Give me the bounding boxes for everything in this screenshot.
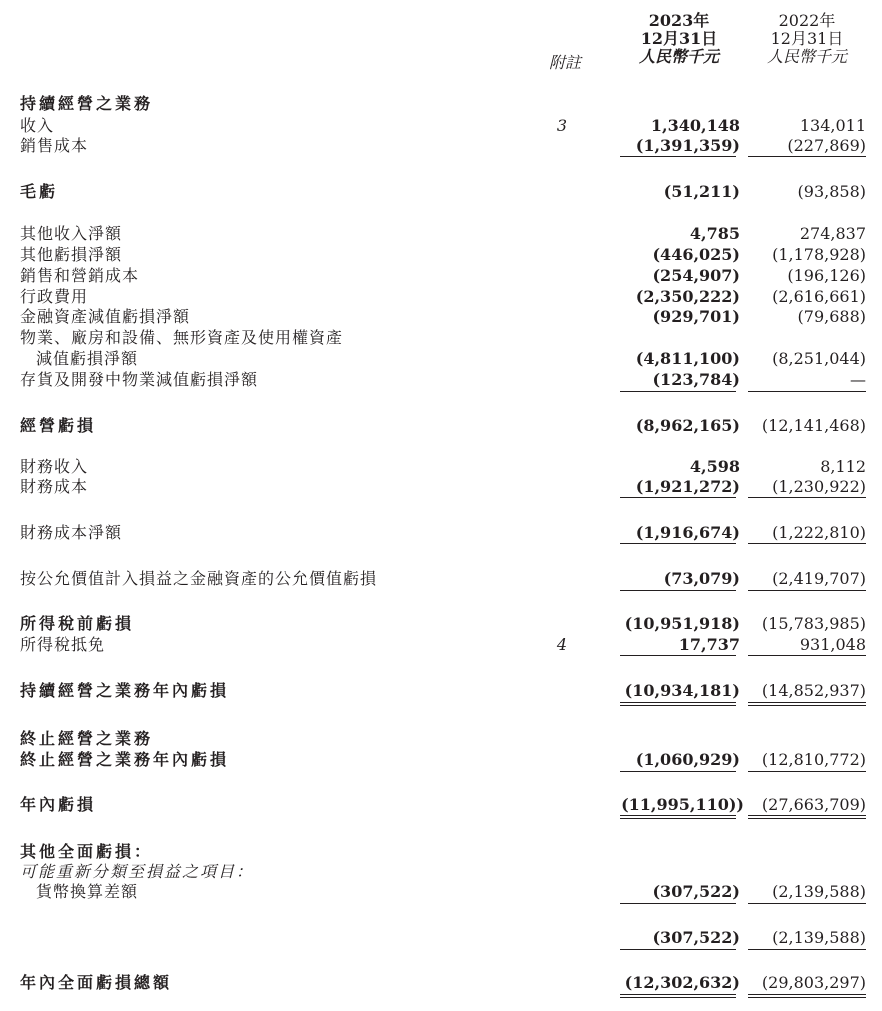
total-rule	[748, 818, 866, 819]
value-2023: 4,785	[689, 224, 740, 243]
total-rule	[620, 702, 736, 703]
subtotal-rule	[620, 903, 736, 904]
value-2022: (79,688)	[797, 307, 866, 326]
value-2022: (2,139,588)	[772, 928, 866, 947]
row-label: 可能重新分類至損益之項目：	[20, 862, 255, 881]
row-label: 減值虧損淨額	[36, 349, 139, 368]
value-2023: (4,811,100)	[635, 349, 740, 368]
table-row	[0, 370, 882, 390]
subtotal-rule	[748, 949, 866, 950]
value-2022: (12,810,772)	[761, 750, 866, 769]
row-label: 持續經營之業務年內虧損	[20, 681, 230, 700]
total-rule	[748, 702, 866, 703]
value-2023: (446,025)	[652, 245, 740, 264]
value-2023: 1,340,148	[650, 116, 740, 135]
table-row	[0, 681, 882, 701]
row-label: 財務成本淨額	[20, 523, 123, 542]
value-2022: 931,048	[799, 635, 866, 654]
value-2022: (1,230,922)	[772, 477, 866, 496]
table-row	[0, 136, 882, 156]
row-label: 銷售和營銷成本	[20, 266, 140, 285]
value-2022: 134,011	[799, 116, 866, 135]
total-rule	[620, 815, 736, 816]
year-2022: 2022年	[778, 11, 836, 30]
value-2023: 4,598	[689, 457, 740, 476]
total-rule	[620, 994, 736, 995]
table-row	[0, 750, 882, 770]
value-2023: (10,951,918)	[624, 614, 740, 633]
table-row	[0, 729, 882, 749]
table-row	[0, 245, 882, 265]
value-2022: (227,869)	[787, 136, 866, 155]
date-2022: 12月31日	[770, 29, 844, 48]
value-2023: (1,916,674)	[635, 523, 740, 542]
table-row	[0, 287, 882, 307]
subtotal-rule	[748, 156, 866, 157]
value-2022: (14,852,937)	[761, 681, 866, 700]
subtotal-rule	[748, 590, 866, 591]
value-2023: (1,060,929)	[635, 750, 740, 769]
value-2022: (12,141,468)	[761, 416, 866, 435]
subtotal-rule	[748, 655, 866, 656]
row-label: 終止經營之業務	[20, 729, 154, 748]
total-rule	[620, 997, 736, 998]
unit-2023: 人民幣千元	[638, 47, 719, 66]
value-2022: (2,139,588)	[772, 882, 866, 901]
row-label: 金融資產減值虧損淨額	[20, 307, 191, 326]
value-2022: (93,858)	[797, 182, 866, 201]
row-label: 存貨及開發中物業減值虧損淨額	[20, 370, 259, 389]
subtotal-rule	[620, 391, 736, 392]
value-2022: 274,837	[799, 224, 866, 243]
value-2023: (123,784)	[652, 370, 740, 389]
value-2023: (254,907)	[652, 266, 740, 285]
row-label: 經營虧損	[20, 416, 97, 435]
subtotal-rule	[748, 391, 866, 392]
row-label: 財務收入	[20, 457, 89, 476]
row-note: 4	[556, 635, 568, 654]
row-label: 物業、廠房和設備、無形資產及使用權資產	[20, 328, 344, 347]
table-row	[0, 224, 882, 244]
table-row	[0, 569, 882, 589]
table-row	[0, 862, 882, 882]
total-rule	[748, 997, 866, 998]
row-label: 持續經營之業務	[20, 94, 154, 113]
value-2023: (1,921,272)	[635, 477, 740, 496]
subtotal-rule	[748, 771, 866, 772]
row-label: 收入	[20, 116, 55, 135]
value-2023: 17,737	[678, 635, 740, 654]
row-label: 其他虧損淨額	[20, 245, 123, 264]
row-label: 貨幣換算差額	[36, 882, 139, 901]
subtotal-rule	[620, 156, 736, 157]
value-2022: (1,222,810)	[772, 523, 866, 542]
table-row	[0, 349, 882, 369]
row-note: 3	[556, 116, 568, 135]
table-row	[0, 928, 882, 948]
table-row	[0, 182, 882, 202]
column-header-note: 附註	[548, 53, 581, 72]
subtotal-rule	[620, 497, 736, 498]
table-row	[0, 523, 882, 543]
row-label: 年內虧損	[20, 795, 97, 814]
subtotal-rule	[620, 949, 736, 950]
table-row	[0, 842, 882, 862]
total-rule	[748, 815, 866, 816]
table-row	[0, 94, 882, 114]
value-2022: (15,783,985)	[761, 614, 866, 633]
date-2023: 12月31日	[640, 29, 718, 48]
row-label: 行政費用	[20, 287, 89, 306]
subtotal-rule	[620, 590, 736, 591]
value-2023: (307,522)	[652, 928, 740, 947]
table-row	[0, 795, 882, 815]
value-2022: 8,112	[820, 457, 866, 476]
row-label: 所得稅前虧損	[20, 614, 135, 633]
column-header-2023	[616, 12, 742, 66]
total-rule	[620, 818, 736, 819]
value-2022: (1,178,928)	[772, 245, 866, 264]
table-row	[0, 307, 882, 327]
column-header-2022	[748, 12, 866, 66]
table-row	[0, 614, 882, 634]
value-2022: (27,663,709)	[761, 795, 866, 814]
value-2023: (73,079)	[663, 569, 740, 588]
row-label: 其他收入淨額	[20, 224, 123, 243]
value-2022: —	[850, 370, 866, 389]
total-rule	[748, 994, 866, 995]
table-row	[0, 457, 882, 477]
subtotal-rule	[620, 771, 736, 772]
total-rule	[748, 705, 866, 706]
subtotal-rule	[620, 655, 736, 656]
subtotal-rule	[748, 497, 866, 498]
value-2023: (12,302,632)	[624, 973, 740, 992]
value-2022: (8,251,044)	[772, 349, 866, 368]
row-label: 其他全面虧損：	[20, 842, 154, 861]
value-2022: (2,616,661)	[772, 287, 866, 306]
subtotal-rule	[748, 543, 866, 544]
value-2022: (196,126)	[787, 266, 866, 285]
table-row	[0, 328, 882, 348]
value-2023: (8,962,165)	[635, 416, 740, 435]
row-label: 銷售成本	[20, 136, 89, 155]
value-2023: (51,211)	[663, 182, 740, 201]
row-label: 年內全面虧損總額	[20, 973, 173, 992]
table-row	[0, 635, 882, 655]
total-rule	[620, 705, 736, 706]
table-row	[0, 116, 882, 136]
row-label: 按公允價值計入損益之金融資產的公允價值虧損	[20, 569, 378, 588]
unit-2022: 人民幣千元	[766, 47, 847, 66]
row-label: 毛虧	[20, 182, 59, 201]
value-2023: (2,350,222)	[635, 287, 740, 306]
table-row	[0, 266, 882, 286]
value-2023: (10,934,181)	[624, 681, 740, 700]
value-2022: (29,803,297)	[761, 973, 866, 992]
table-row	[0, 973, 882, 993]
value-2023: (1,391,359)	[635, 136, 740, 155]
year-2023: 2023年	[648, 11, 710, 30]
row-label: 所得稅抵免	[20, 635, 106, 654]
table-row	[0, 882, 882, 902]
subtotal-rule	[748, 903, 866, 904]
subtotal-rule	[620, 543, 736, 544]
value-2023: (929,701)	[652, 307, 740, 326]
value-2022: (2,419,707)	[772, 569, 866, 588]
row-label: 財務成本	[20, 477, 89, 496]
table-row	[0, 416, 882, 436]
row-label: 終止經營之業務年內虧損	[20, 750, 230, 769]
value-2023: (307,522)	[652, 882, 740, 901]
table-row	[0, 477, 882, 497]
value-2023: (11,995,110))	[621, 795, 744, 814]
